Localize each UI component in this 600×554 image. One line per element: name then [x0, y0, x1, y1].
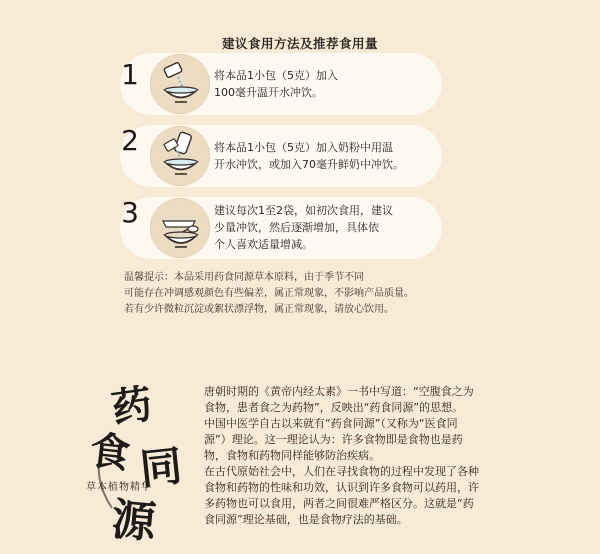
story-paragraph-3: 在古代原始社会中，人们在寻找食物的过程中发现了各种 食物和药物的性味和功效，认识到许多食物可以药用，许 多药物也可以食用，两者之间很难严格区分。这就是“药 食同源”理论基础，也是食物疗法的基础。 [204, 465, 479, 526]
warm-tips: 温馨提示：本品采用药食同源草本原料，由于季节不同 可能存在冲调感观颜色有些偏差，属正常现象，不影响产品质量。 若有少许微粒沉淀或絮状漂浮物，属正常现象，请放心饮用。 [124, 272, 414, 315]
step-number-3: 3 [121, 196, 139, 229]
calligraphy-logo [82, 378, 200, 548]
powder-pour-icon [150, 54, 210, 114]
step-text-3: 建议每次1至2袋，如初次食用，建议 少量冲饮，然后逐渐增加，具体依 个人喜欢适量增减。 [214, 204, 393, 251]
calligraphy-char-1: 药 [108, 380, 155, 433]
step-number-2: 2 [121, 124, 139, 157]
step-text-2: 将本品1小包（5克）加入奶粉中用温 开水冲饮，或加入70毫升鲜奶中冲饮。 [214, 141, 404, 171]
seal-text: 草本植物精华 [86, 482, 152, 493]
calligraphy-char-2: 食 [87, 427, 133, 478]
origin-story [204, 384, 512, 528]
bottle-pour-icon [150, 126, 210, 186]
usage-title: 建议食用方法及推荐食用量 [221, 36, 378, 51]
step-number-1: 1 [121, 58, 139, 91]
story-paragraph-1: 唐朝时期的《黄帝内经太素》一书中写道：“空腹食之为 食物，患者食之为药物”，反映出“药食同源”的思想。 [204, 385, 474, 414]
story-paragraph-2: 中国中医学自古以来就有“药食同源”（又称为“医食同 源”）理论。这一理论认为：许多食物即是食物也是药 物，食物和药物同样能够防治疾病。 [204, 417, 463, 462]
step-text-1: 将本品1小包（5克）加入 100毫升温开水冲饮。 [214, 69, 338, 99]
spoon-bowl-icon [150, 198, 210, 258]
calligraphy-char-3: 同 [137, 440, 185, 494]
calligraphy-char-4: 源 [109, 494, 158, 548]
